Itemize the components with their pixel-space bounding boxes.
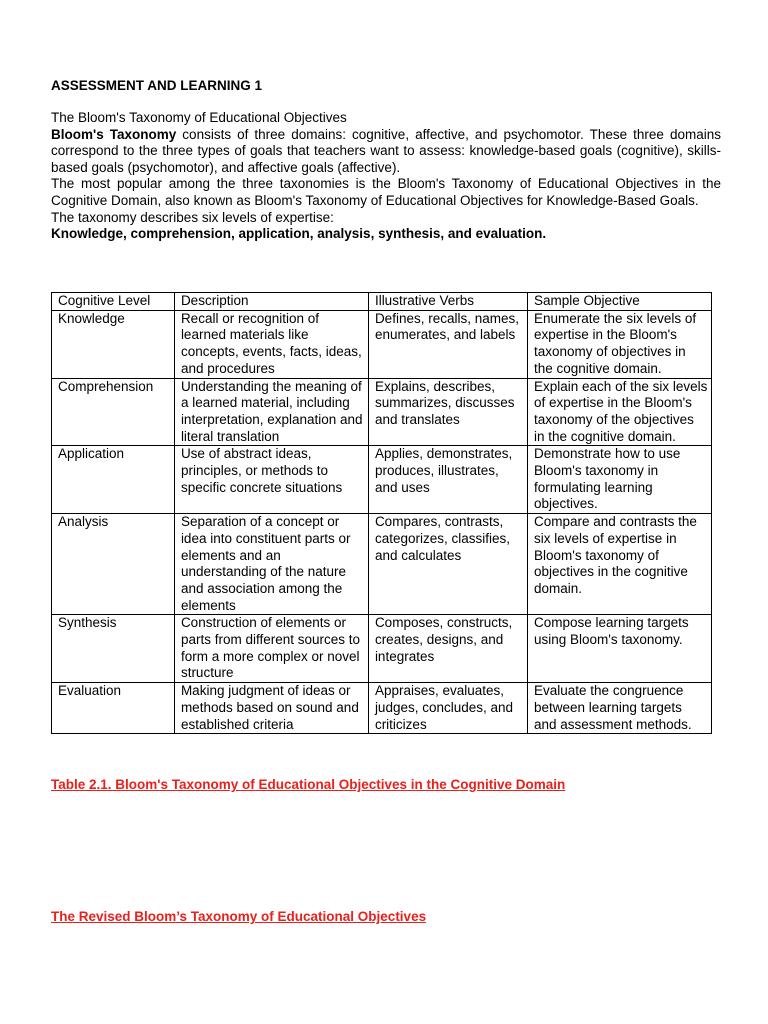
cell-level: Comprehension (52, 378, 175, 446)
cell-level: Analysis (52, 514, 175, 615)
paragraph-domains (51, 127, 721, 177)
cell-objective: Compare and contrasts the six levels of expertise in Bloom's taxonomy of objectives in the cognitive domain. (528, 514, 712, 615)
paragraph-domains-text: consists of three domains: cognitive, affective, and psychomotor. These three domains correspond to the three types of goals that teachers want to assess: knowledge-based goals (cognitive), skills-based goals (psychomotor), and affective goals (affective). (51, 126, 721, 175)
bloom-taxonomy-table (51, 292, 712, 734)
paragraph-popular: The most popular among the three taxonomies is the Bloom's Taxonomy of Educational Objectives in the Cognitive Domain, also known as Bloom's Taxonomy of Educational Objectives for Knowledge-Based Goals. (51, 176, 721, 208)
table-row (52, 446, 712, 514)
table-header-row (52, 293, 712, 311)
intro-section (51, 110, 721, 243)
cell-description: Separation of a concept or idea into constituent parts or elements and an understanding of the nature and association among the elements (174, 514, 368, 615)
table-row (52, 310, 712, 378)
table-row (52, 378, 712, 446)
paragraph-levels-intro: The taxonomy describes six levels of expertise: (51, 209, 334, 225)
header-description: Description (174, 293, 368, 311)
cell-verbs: Composes, constructs, creates, designs, and integrates (368, 615, 527, 683)
cell-level: Evaluation (52, 683, 175, 734)
subtitle: The Bloom's Taxonomy of Educational Objectives (51, 110, 347, 125)
cell-description: Recall or recognition of learned materials like concepts, events, facts, ideas, and procedures (174, 310, 368, 378)
cell-verbs: Defines, recalls, names, enumerates, and labels (368, 310, 527, 378)
document-heading: ASSESSMENT AND LEARNING 1 (51, 78, 263, 93)
revised-taxonomy-heading: The Revised Bloom’s Taxonomy of Educational Objectives (51, 909, 427, 924)
cell-objective: Evaluate the congruence between learning targets and assessment methods. (528, 683, 712, 734)
cell-description: Understanding the meaning of a learned material, including interpretation, explanation and literal translation (174, 378, 368, 446)
cell-verbs: Explains, describes, summarizes, discusses and translates (368, 378, 527, 446)
cell-level: Application (52, 446, 175, 514)
cell-objective: Demonstrate how to use Bloom's taxonomy in formulating learning objectives. (528, 446, 712, 514)
cell-objective: Compose learning targets using Bloom's taxonomy. (528, 615, 712, 683)
header-sample-objective: Sample Objective (528, 293, 712, 311)
cell-description: Construction of elements or parts from different sources to form a more complex or novel structure (174, 615, 368, 683)
table-row (52, 615, 712, 683)
cell-verbs: Appraises, evaluates, judges, concludes, and criticizes (368, 683, 527, 734)
table-row (52, 683, 712, 734)
bloom-taxonomy-term: Bloom's Taxonomy (51, 126, 177, 142)
cell-description: Use of abstract ideas, principles, or methods to specific concrete situations (174, 446, 368, 514)
cell-level: Knowledge (52, 310, 175, 378)
cell-objective: Enumerate the six levels of expertise in the Bloom's taxonomy of objectives in the cognitive domain. (528, 310, 712, 378)
table-caption: Table 2.1. Bloom's Taxonomy of Educational Objectives in the Cognitive Domain (51, 777, 566, 792)
cell-verbs: Applies, demonstrates, produces, illustrates, and uses (368, 446, 527, 514)
header-cognitive-level: Cognitive Level (52, 293, 175, 311)
cell-objective: Explain each of the six levels of expertise in the Bloom's taxonomy of the objectives in the cognitive domain. (528, 378, 712, 446)
levels-line: Knowledge, comprehension, application, analysis, synthesis, and evaluation. (51, 226, 547, 242)
table-row (52, 514, 712, 615)
cell-level: Synthesis (52, 615, 175, 683)
cell-description: Making judgment of ideas or methods based on sound and established criteria (174, 683, 368, 734)
cell-verbs: Compares, contrasts, categorizes, classifies, and calculates (368, 514, 527, 615)
header-illustrative-verbs: Illustrative Verbs (368, 293, 527, 311)
